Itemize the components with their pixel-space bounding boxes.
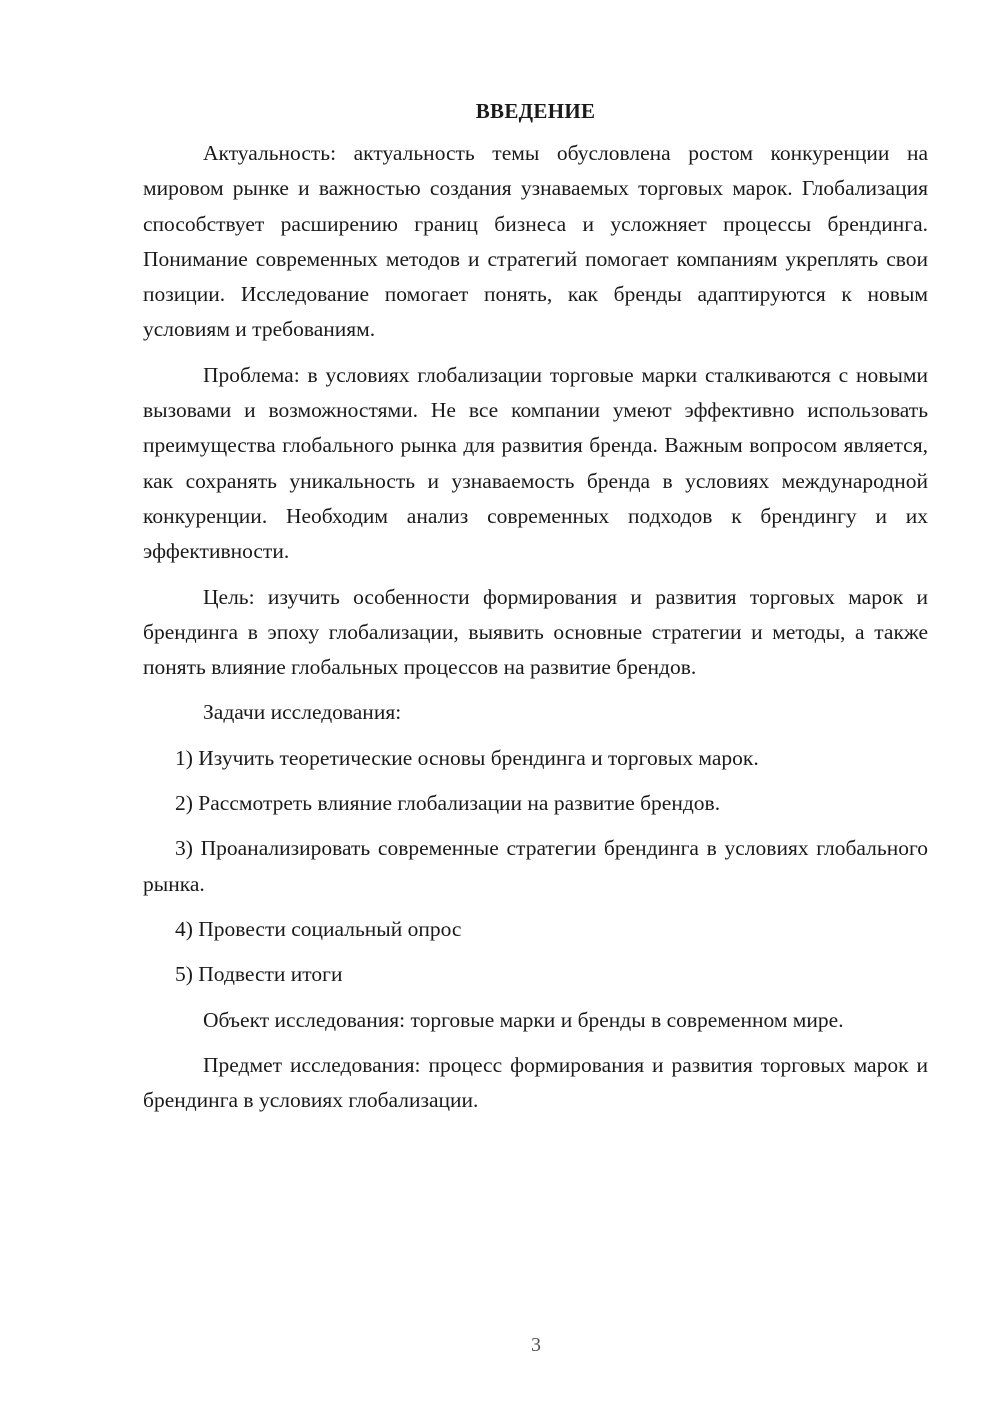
tasks-list (143, 741, 928, 993)
task-item-5: 5) Подвести итоги (175, 962, 343, 987)
task-item-1: 1) Изучить теоретические основы брендинга и торговых марок. (175, 745, 759, 770)
subject-paragraph: Предмет исследования: процесс формирования и развития торговых марок и брендинга в условиях глобализации. (143, 1052, 928, 1113)
goal-paragraph: Цель: изучить особенности формирования и развития торговых марок и брендинга в эпоху глобализации, выявить основные стратегии и методы, а также понять влияние глобальных процессов на развитие брендов. (143, 584, 928, 680)
problem-paragraph: Проблема: в условиях глобализации торговые марки сталкиваются с новыми вызовами и возможностями. Не все компании умеют эффективно использовать преимущества глобального рынка для развития бренда. Важным вопросом является, как сохранять уникальность и узнаваемость бренда в условиях международной конкуренции. Необходим анализ современных подходов к брендингу и их эффективности. (143, 362, 928, 564)
tasks-heading: Задачи исследования: (203, 700, 402, 725)
task-item-4: 4) Провести социальный опрос (175, 916, 462, 941)
relevance-paragraph: Актуальность: актуальность темы обусловлена ростом конкуренции на мировом рынке и важностью создания узнаваемых торговых марок. Глобализация способствует расширению границ бизнеса и усложняет процессы брендинга. Понимание современных методов и стратегий помогает компаниям укреплять свои позиции. Исследование помогает понять, как бренды адаптируются к новым условиям и требованиям. (143, 141, 928, 342)
task-item-2: 2) Рассмотреть влияние глобализации на развитие брендов. (175, 791, 721, 816)
document-page (143, 96, 928, 1128)
task-item-3: 3) Проанализировать современные стратегии брендинга в условиях глобального рынка. (143, 836, 928, 896)
page-number: 3 (531, 1334, 541, 1356)
document-title: ВВЕДЕНИЕ (475, 99, 596, 123)
object-paragraph: Объект исследования: торговые марки и бренды в современном мире. (203, 1007, 844, 1032)
